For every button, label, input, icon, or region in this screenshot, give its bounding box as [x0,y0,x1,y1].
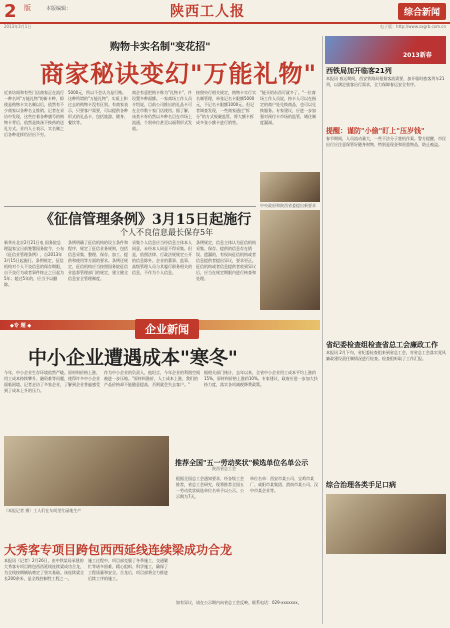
section-plate: 企业新闻 [135,319,199,339]
feature-col-3: 据相关部门统计，去年以来，全省中小企业用工成本平均上涨约15%，原材料价格上涨约10%。专家建议，政府应进一步加大扶持力度，落实各项减税降费政策。 [204,370,318,387]
lead-col-3: 商企有意把购卡称为"礼物卡"，并设置多种面额。一家商场工作人员介绍说，目前公司推出的礼品卡可在全市数十家门店使用。据了解，该类卡券仍然以多种名目在市场上流通，个别单位甚至以福利形式发放。 [132,90,192,131]
lead-headline: 商家秘诀变幻"万能礼物" [40,60,318,88]
header-meta: 本版编辑： [46,6,72,12]
right-photo [326,494,446,554]
lead-col-2: 5000元，所以不会认为是行贿。这种所谓的"万能礼物"，实质上和过去的购物卡没有区别。有商家表示，只要客户需要，可以提供各种形式的礼品卡，包括旅游、健身、餐饮等。 [68,90,128,125]
column-divider [322,36,323,624]
issue-date: 2013年3月1日 [4,24,32,29]
lead-photo-caption: 中央政府和陕西省委提出新要求 [260,203,316,208]
right-head-1: 西铁局加开临客21列 [326,67,392,75]
right-head-3: 省纪委检查组检查省总工会廉政工作 [326,341,438,349]
recruit-col-2: 单位名单：西安市某公司、宝鸡市某厂、咸阳市某集团、渭南市某公司、汉中市某企业等。 [250,476,318,493]
section-label: 综合新闻 [398,3,446,20]
divider [4,206,256,207]
second-col-3: 采集个人信息应当经信息主体本人同意，未经本人同意不得采集。但是，依照法律、行政法规规定公开的信息除外。企业的董事、监事、高级管理人员与其履行职务相关的信息，不作为个人信息。 [132,240,192,275]
right-text-2: 春节期间，人员流动量大，一些不法分子趁机作案。警方提醒，市民出行应注意保管好随身财物，特别是现金和贵重物品，防止被盗。 [326,136,446,147]
bottom-headline: 大秀客专项目跨包西西延线连续梁成功合龙 [4,543,233,557]
bottom-col-1: 本报讯（记者）2月26日，由中铁某局承建的大秀客专项目跨包西西延线连续梁成功合龙，为全线按期铺轨奠定了坚实基础。该连续梁全长200余米，是全线控制性工程之一。 [4,558,84,581]
bottom-col-2: 施工过程中，项目部克服了冬季施工、交通繁忙等诸多困难，精心组织、科学施工，确保了工程质量和安全。合龙后，项目部将全力推进后续工序的施工。 [88,558,168,581]
second-photo [260,210,320,310]
right-banner [325,36,446,64]
recruit-headline: 推荐全国"五一劳动奖状"候选单位名单公示 [175,459,309,467]
recruit-col-1: 根据全国总工会通知要求，经各级工会推荐，省总工会研究，现将推荐全国五一劳动奖状候选单位名单予以公示。公示期为7天。 [176,476,244,499]
feature-col-2: 作为中小企业的负责人，他坦言，今年企业的利润空间被进一步压缩。"原材料涨价，人工成本上涨，我们的产品价格却不能随意提高，否则就会失去客户。" [104,370,200,387]
page-version: 版 [24,4,31,12]
lead-col-5: "能买的东西可就多了。"一位商场工作人员说，持卡人可以在指定的商户处兑换商品，也可以兑换服务。专家建议，应进一步加强对预付卡市场的监管，堵住制度漏洞。 [260,90,316,125]
page-header [0,0,450,24]
right-head-4: 综合治理各类手足口病 [326,481,396,489]
right-head-2: 提醒：谨防"小偷"盯上"压岁钱" [326,127,425,135]
right-text-1: 本报讯 春运期间，西安铁路局根据客流需要，加开临时旅客列车21列，以满足旅客出行需求，全力保障春运安全有序。 [326,76,445,87]
recruit-col-3: 如有异议，请在公示期内向省总工会反映。联系电话：029-xxxxxxx。 [176,600,302,605]
recruit-subheadline: 陕西省总工会 [212,466,236,471]
lead-kicker: 购物卡实名制"变花招" [110,42,211,53]
second-col-2: 条例明确了征信机构的设立条件和程序，规定了征信业务规则，包括信息采集、整理、保存、加工、提供和使用等方面的要求。条例还规定，征信机构应当按照国务院征信业监督管理部门的规定，建立健全信息安全管理制度。 [68,240,128,281]
bottom-photo-caption: （本报记者 摄）工人们在车间里忙碌地生产 [4,508,82,513]
second-col-1: 新华社北京2月21日电 国务院总理温家宝日前签署国务院令，公布《征信业管理条例》，自2013年3月15日起施行。条例规定，征信机构对个人不良信息的保存期限，自不良行为或者事件终止之日起为5年；超过5年的，应当予以删除。 [4,240,64,287]
lead-photo [260,172,320,202]
lead-col-1: 近来坊间和有些门店商家正在流行一种名叫"万能礼物"的新卡种，即使是购物卡实名制以后，依然有不少商家以各种名义推销。记者在采访中发现，这些打着各种旗号的购物卡背后，依然是换汤不换药的送礼方式。业内人士表示，实名制之后各种花样仍层出不穷。 [4,90,64,137]
right-banner-text: 2013新春 [403,52,432,59]
lead-col-4: 按照央行相关规定，购物卡实行实名制管理，单张记名卡限额5000元，不记名卡限额1000元。但记者调查发现，一些商家通过"拆分"的方式规避监管，将大额卡拆成多张小额卡进行销售。 [196,90,256,125]
feature-col-1: 今年，中小企业生存环境依然严峻。原材料价格上涨、用工成本持续攀升、融资难等问题，使得许多中小企业面临困境。记者走访了多家企业，了解到企业普遍感受到了成本上升的压力。 [4,370,100,393]
second-headline: 《征信管理条例》3月15日起施行 [40,212,252,228]
second-subheadline: 个人不良信息最长保存5年 [120,228,214,237]
bottom-photo [4,436,169,506]
section-tag: ◆专 题 ◆ [10,323,32,329]
masthead: 陕西工人报 [170,4,245,20]
page-number: 2 [4,1,17,22]
website: 电子版：http://www.sxgrb.com.cn [380,24,446,29]
right-text-3: 本报讯 2月下旬，省纪委检查组来到省总工会，对省总工会落实党风廉政建设责任制情况进行检查。检查组听取了工作汇报。 [326,350,446,361]
feature-headline: 中小企业遭遇成本"寒冬" [28,347,238,369]
second-col-4: 条例规定，信息主体认为征信机构采集、保存、提供的信息存在错误、遗漏的，有权向征信机构或者信息提供者提出异议，要求更正。征信机构或者信息提供者收到异议后，应当在规定期限内进行核查和处理。 [196,240,256,281]
